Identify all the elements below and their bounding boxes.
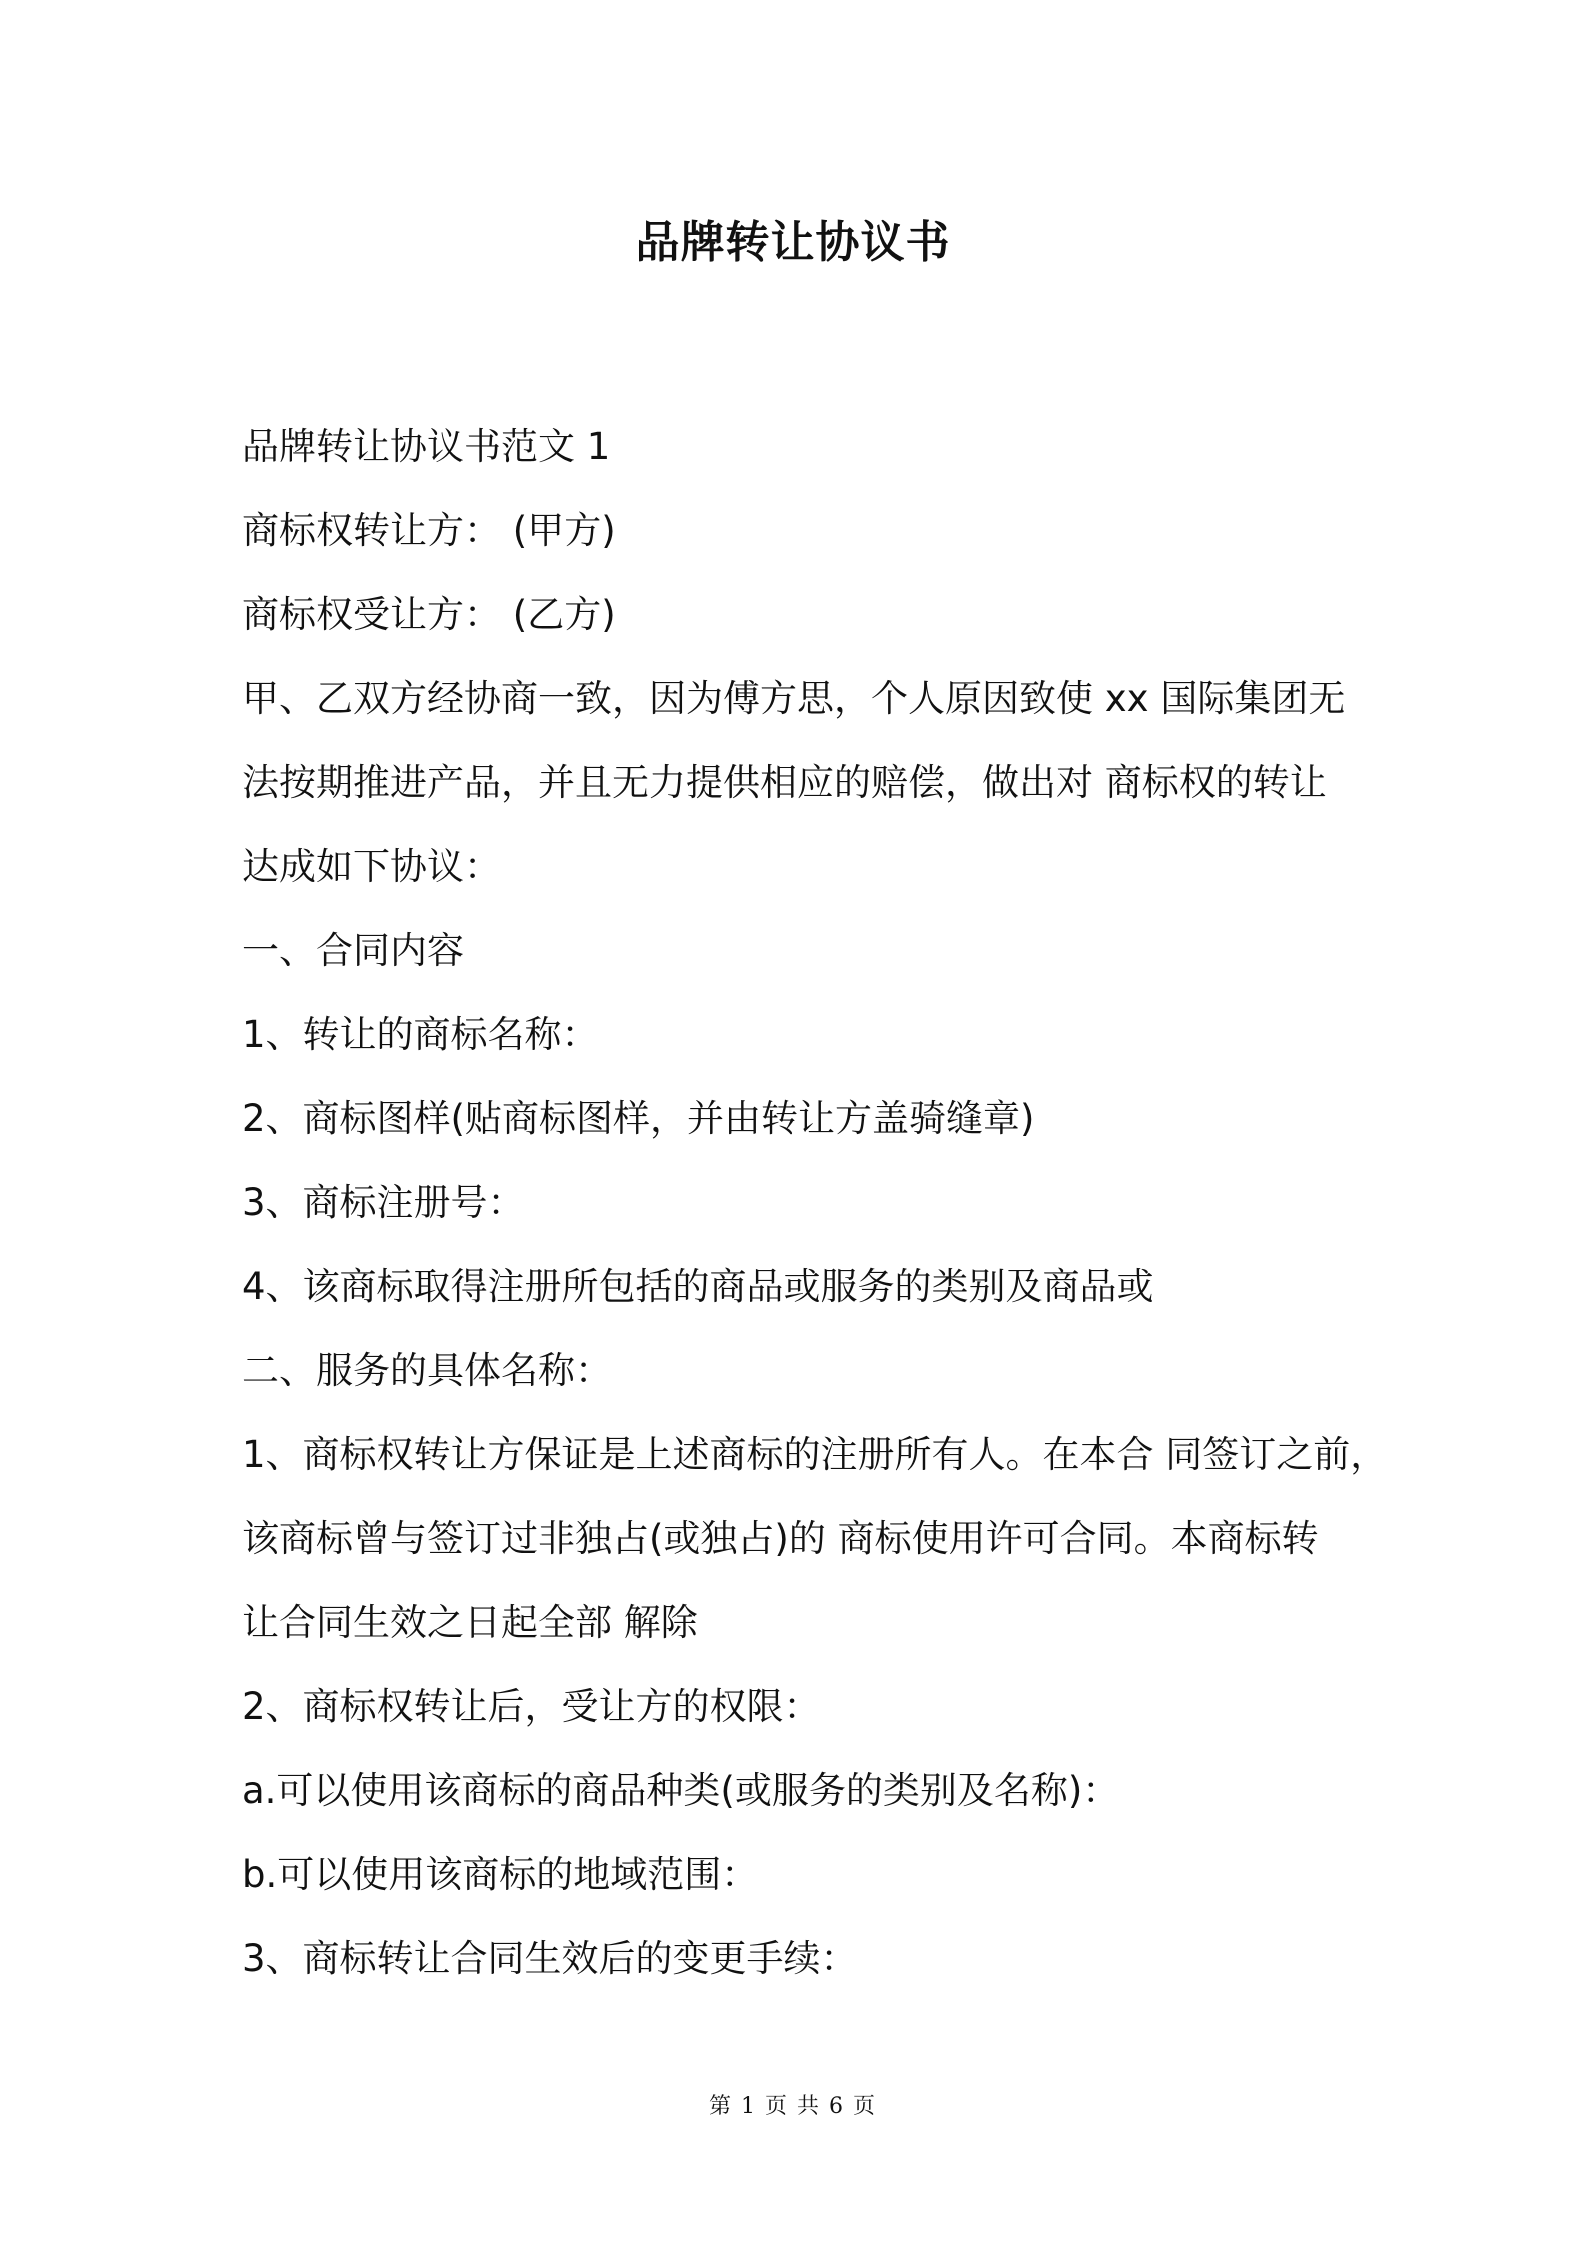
footer-ye-2: 页	[853, 2094, 878, 2119]
paragraph-line: 让合同生效之日起全部 解除	[242, 1601, 698, 1644]
document-title: 品牌转让协议书	[635, 217, 951, 268]
paragraph-line: b.可以使用该商标的地域范围：	[242, 1853, 759, 1896]
footer-di: 第	[708, 2094, 733, 2119]
paragraph-line: 4、该商标取得注册所包括的商品或服务的类别及商品或	[242, 1265, 1154, 1308]
paragraph-line: 商标权受让方： (乙方)	[242, 593, 616, 636]
paragraph-line: 甲、乙双方经协商一致，因为傅方思，个人原因致使 xx 国际集团无	[242, 677, 1346, 720]
paragraph-line: 2、商标权转让后，受让方的权限：	[242, 1685, 821, 1728]
paragraph-line: 达成如下协议：	[242, 845, 501, 888]
footer-ye: 页	[764, 2094, 789, 2119]
paragraph-line: 3、商标注册号：	[242, 1181, 525, 1224]
footer-gong: 共	[797, 2094, 822, 2119]
paragraph-line: 3、商标转让合同生效后的变更手续：	[242, 1937, 858, 1980]
paragraph-line: 品牌转让协议书范文 1	[242, 425, 611, 468]
section-heading: 一、合同内容	[242, 929, 464, 972]
paragraph-line: 1、转让的商标名称：	[242, 1013, 599, 1056]
section-heading: 二、服务的具体名称：	[242, 1349, 612, 1392]
paragraph-line: a.可以使用该商标的商品种类(或服务的类别及名称)：	[242, 1769, 1120, 1812]
paragraph-line: 1、商标权转让方保证是上述商标的注册所有人。在本合 同签订之前，	[242, 1433, 1388, 1476]
paragraph-line: 该商标曾与签订过非独占(或独占)的 商标使用许可合同。本商标转	[242, 1517, 1319, 1560]
page-number: 1	[740, 2094, 757, 2119]
document-body	[242, 405, 1388, 2001]
paragraph-line: 法按期推进产品，并且无力提供相应的赔偿，做出对 商标权的转让	[242, 761, 1327, 804]
total-pages: 6	[829, 2094, 846, 2119]
paragraph-line: 2、商标图样(贴商标图样，并由转让方盖骑缝章)	[242, 1097, 1035, 1140]
paragraph-line: 商标权转让方： (甲方)	[242, 509, 616, 552]
page-footer	[0, 2092, 1586, 2122]
